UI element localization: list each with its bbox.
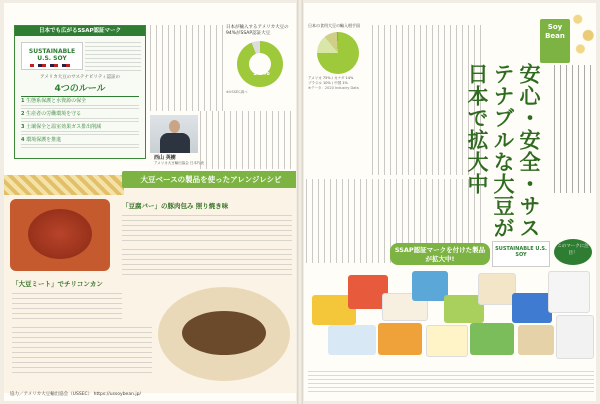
headline: 安心・安全・サステナブルな大豆が日本で拡大中	[465, 63, 541, 239]
product-package	[412, 271, 448, 301]
rule-item: 2 生産者の労働環境を守る	[21, 111, 139, 124]
chart-import-countries	[308, 23, 368, 105]
product-packages	[308, 265, 594, 369]
rule-item: 4 環境保護を推進	[21, 137, 139, 150]
chart2-title: 日本の食用大豆の輸入相手国	[308, 23, 360, 28]
recipe1-ingredients	[122, 215, 292, 245]
product-package	[518, 325, 554, 355]
body-text-columns	[200, 111, 296, 169]
logo-description	[85, 42, 141, 72]
product-package	[426, 325, 468, 357]
chart1-donut	[237, 41, 283, 87]
chart2-note: ※データ：2020 Industry Data	[308, 86, 359, 90]
recipe2-ingredients	[12, 293, 122, 323]
recipe1-title: 「豆腐バー」の豚肉包み 照り焼き味	[122, 202, 229, 210]
recipe1-steps	[122, 249, 292, 279]
rules-title: 4つのルール	[21, 81, 139, 97]
chart2-pie	[317, 32, 359, 74]
recipe2-steps	[12, 327, 152, 373]
person-photo	[150, 115, 198, 153]
stripe-decoration	[4, 175, 124, 195]
tofu-bar-photo	[158, 287, 290, 381]
chart1-value: 94%	[253, 69, 270, 77]
lead-text	[554, 65, 594, 193]
person-suit	[160, 133, 190, 153]
product-package	[556, 315, 594, 359]
chili-con-carne-photo	[10, 199, 110, 271]
rules-heading: アメリカ大豆のサステナビリティ認証の	[40, 75, 120, 80]
person-name: 西山 英樹	[154, 155, 176, 161]
sustainable-soy-logo	[21, 42, 83, 70]
badge-bean: Bean	[545, 32, 565, 40]
product-package	[478, 273, 516, 305]
rule-item: 1 生態系保護と水資源の保全	[21, 98, 139, 111]
products-caption: SSAP認証マークを付けた製品が拡大中!	[390, 243, 490, 265]
body-text-columns	[150, 25, 226, 111]
logo-text: SUSTAINABLE U.S. SOY	[495, 246, 547, 258]
badge-soy: Soy	[547, 23, 563, 31]
credit-line: 協力／アメリカ大豆輸出協会（USSEC） https://ussoybean.jp/	[10, 392, 141, 397]
soybeans-illustration	[570, 3, 596, 57]
chart2-legend: アメリカ 75% / カナダ 14% ブラジル 10% / 中国 1%	[308, 76, 354, 85]
product-package	[512, 293, 552, 323]
ssap-info-box	[14, 25, 146, 159]
soy-bean-badge	[540, 19, 570, 63]
recipe-banner: 大豆ベースの製品を使ったアレンジレシピ	[122, 171, 296, 188]
mark-bubble: このマークに注目！	[554, 239, 592, 265]
chart1-note: ※USSEC調べ	[226, 90, 248, 94]
right-page	[304, 3, 596, 401]
product-package	[548, 271, 590, 313]
flag-stripe-icon	[30, 64, 74, 67]
ssap-box-title: 日本でも広がるSSAP認証マーク	[15, 26, 145, 36]
left-page	[4, 3, 296, 401]
person-title: アメリカ大豆輸出協会 日本代表	[154, 161, 204, 165]
product-package	[470, 323, 514, 355]
sustainable-logo-right	[492, 241, 550, 267]
recipe2-title: 「大豆ミート」でチリコンカン	[12, 280, 103, 288]
product-package	[378, 323, 422, 355]
page-spine	[297, 0, 303, 404]
person-head	[169, 120, 180, 133]
product-package	[328, 325, 376, 355]
chart-us-share	[226, 25, 294, 113]
logo-text: SUSTAINABLE U.S. SOY	[28, 48, 76, 62]
recipe-section	[4, 175, 296, 393]
rules-list	[21, 98, 139, 150]
footnote-text	[308, 371, 594, 393]
chart1-title: 日本が輸入するアメリカ大豆の94%がSSAP認証大豆	[226, 25, 289, 36]
rule-item: 3 土壌保全と温室効果ガス排出削減	[21, 124, 139, 137]
